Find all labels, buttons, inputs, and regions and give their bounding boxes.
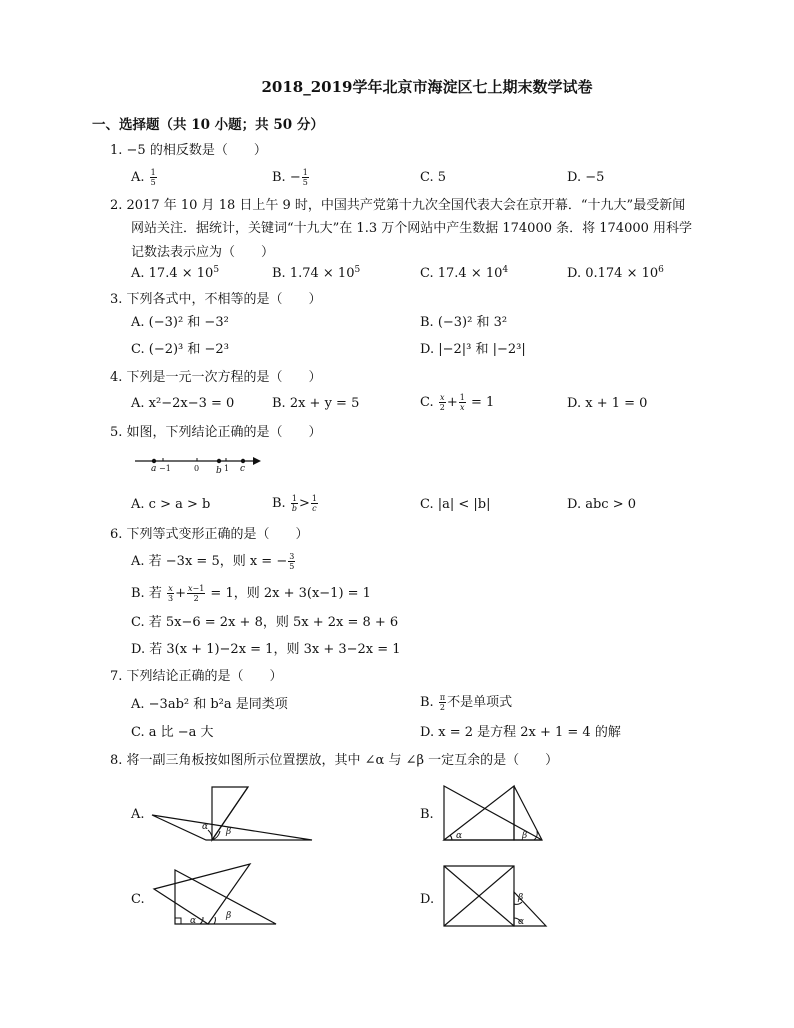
q2-option-b: B. $1.74 \times 10^5$	[272, 265, 361, 281]
q4-stem: 4. 下列是一元一次方程的是（ ）	[110, 370, 322, 385]
alpha-label: α	[518, 917, 525, 927]
q1-option-b: B. − $\frac{1}{5}$	[272, 168, 308, 187]
q8-option-c-label: C.	[131, 892, 145, 907]
beta-label: β	[518, 893, 524, 903]
q2-stem-line1: 2. 2017 年 10 月 18 日上午 9 时，中国共产党第十九次全国代表大会在京开幕．“十九大”最受新闻	[110, 198, 686, 213]
q8-option-d-label: D.	[420, 892, 435, 907]
point-b	[217, 459, 221, 463]
q2-option-c: C. $17.4 \times 10^4$	[420, 265, 509, 281]
q7-option-a: A. −3ab² 和 b²a 是同类项	[131, 697, 288, 712]
q5-stem: 5. 如图，下列结论正确的是（ ）	[110, 425, 322, 440]
q7-option-d: D. x = 2 是方程 2x + 1 = 4 的解	[420, 725, 621, 740]
q6-option-c: C. 若 5x−6 = 2x + 8，则 5x + 2x = 8 + 6	[131, 615, 399, 630]
angle-beta-arc	[214, 917, 215, 924]
q1-option-d: D. −5	[567, 170, 605, 185]
q8-option-a-label: A.	[131, 807, 145, 822]
q3-option-c: C. (−2)³ 和 −2³	[131, 342, 229, 357]
q3-option-d: D. |−2|³ 和 |−2³|	[420, 342, 526, 357]
q7-option-b: B. $\frac{\pi}{2}$ 不是单项式	[420, 693, 513, 712]
beta-label: β	[226, 827, 232, 837]
label-1: 1	[224, 464, 230, 473]
right-angle-mark	[175, 918, 181, 924]
q2-stem-line3: 记数法表示应为（ ）	[131, 245, 275, 260]
q6-option-b: B. 若 $\frac{x}{3}$ + $\frac{x-1}{2}$ = 1，则 2x + 3(x−1) = 1	[131, 584, 371, 603]
q1-option-c: C. 5	[420, 170, 447, 185]
point-c	[241, 459, 245, 463]
label-0: 0	[194, 464, 200, 473]
q6-option-a: A. 若 −3x = 5，则 x = − $\frac{3}{5}$	[131, 552, 295, 571]
section-heading: 一、选择题（共 10 小题；共 50 分）	[92, 117, 324, 133]
q1-stem: 1. −5 的相反数是（ ）	[110, 143, 267, 158]
alpha-label: α	[456, 831, 463, 841]
q7-stem: 7. 下列结论正确的是（ ）	[110, 669, 283, 684]
triangle-1	[154, 864, 250, 924]
q6-stem: 6. 下列等式变形正确的是（ ）	[110, 527, 309, 542]
label-a: a	[151, 464, 157, 474]
page-title: 2018_2019学年北京市海淀区七上期末数学试卷	[261, 78, 593, 96]
q1-option-a: A. $\frac{1}{5}$	[131, 168, 156, 187]
q7-option-c: C. a 比 −a 大	[131, 725, 214, 740]
alpha-label: α	[190, 916, 197, 926]
beta-label: β	[226, 911, 232, 921]
q8-figure-c	[150, 862, 280, 928]
q8-option-b-label: B.	[420, 807, 434, 822]
q8-figure-b	[438, 783, 553, 845]
alpha-label: α	[202, 822, 209, 832]
q3-option-b: B. (−3)² 和 3²	[420, 315, 508, 330]
triangle-2	[444, 786, 514, 840]
q5-option-c: C. |a| < |b|	[420, 497, 491, 512]
q3-option-a: A. (−3)² 和 −3²	[131, 315, 229, 330]
q2-option-a: A. $17.4 \times 10^5$	[131, 265, 220, 281]
label-b: b	[216, 466, 222, 476]
q2-option-d: D. $0.174 \times 10^6$	[567, 265, 664, 281]
q2-stem-line2: 网站关注．据统计，关键词“十九大”在 1.3 万个网站中产生数据 174000 条．将 174000 用科学	[131, 221, 693, 236]
q4-option-b: B. 2x + y = 5	[272, 396, 360, 411]
q8-figure-a	[150, 783, 320, 845]
label-minus-1: −1	[159, 464, 171, 473]
q5-option-b: B. $\frac{1}{b}$ > $\frac{1}{c}$	[272, 494, 317, 513]
q4-option-c: C. $\frac{x}{2}$ + $\frac{1}{x}$ = 1	[420, 393, 495, 412]
triangle-1	[152, 815, 312, 840]
beta-label: β	[522, 831, 528, 841]
point-a	[152, 459, 156, 463]
angle-alpha-arc	[450, 835, 452, 840]
q5-option-a: A. c > a > b	[131, 497, 211, 512]
q4-option-a: A. x²−2x−3 = 0	[131, 396, 235, 411]
q8-figure-d	[438, 862, 553, 934]
arrow-icon	[253, 457, 261, 465]
label-c: c	[240, 464, 246, 474]
q4-option-d: D. x + 1 = 0	[567, 396, 648, 411]
q5-option-d: D. abc > 0	[567, 497, 637, 512]
q5-number-line	[135, 452, 265, 474]
q3-stem: 3. 下列各式中，不相等的是（ ）	[110, 292, 322, 307]
q6-option-d: D. 若 3(x + 1)−2x = 1，则 3x + 3−2x = 1	[131, 642, 401, 657]
q8-stem: 8. 将一副三角板按如图所示位置摆放，其中 ∠α 与 ∠β 一定互余的是（ ）	[110, 753, 559, 768]
